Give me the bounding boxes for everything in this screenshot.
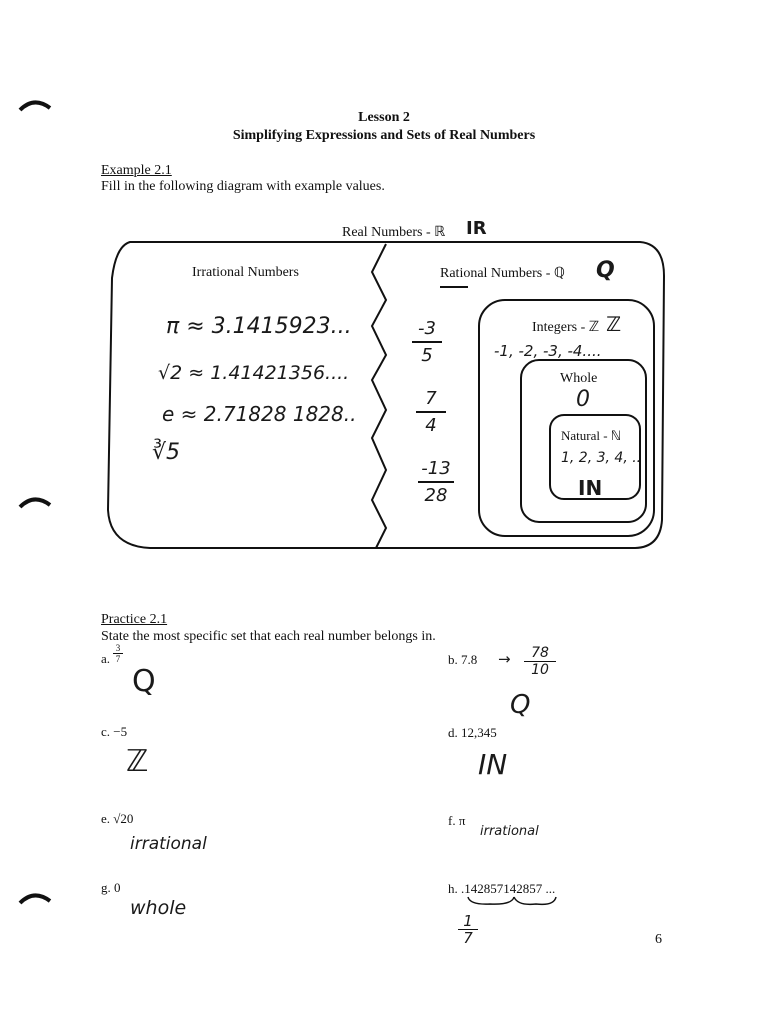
item-f-answer: irrational xyxy=(480,824,539,839)
natural-examples: 1, 2, 3, 4, .. xyxy=(561,450,642,466)
whole-handwritten: 0 xyxy=(576,387,590,412)
fraction-denominator: 7 xyxy=(463,929,473,947)
irrational-example-cuberoot5: ∛5 xyxy=(152,440,181,465)
irrational-rational-divider xyxy=(372,244,386,548)
fraction-numerator: -3 xyxy=(418,318,436,339)
integers-examples: -1, -2, -3, -4.... xyxy=(494,342,602,360)
item-b-label: b. 7.8 xyxy=(448,652,478,667)
irrational-example-pi: π ≈ 3.1415923... xyxy=(166,314,352,339)
fraction-denominator: 7 xyxy=(115,654,121,664)
real-numbers-label: Real Numbers - ℝ xyxy=(342,225,446,240)
item-f-label: f. π xyxy=(448,813,466,828)
item-g-label: g. 0 xyxy=(101,880,121,895)
practice-heading: Practice 2.1 xyxy=(101,612,168,627)
item-h-answer xyxy=(458,914,478,945)
integers-label: Integers - ℤ xyxy=(532,320,600,335)
lesson-subtitle: Simplifying Expressions and Sets of Real Numbers xyxy=(232,128,536,143)
real-numbers-handwritten: IR xyxy=(466,218,487,239)
repeating-brace-2 xyxy=(514,897,556,904)
irrational-label: Irrational Numbers xyxy=(192,265,299,280)
fraction-denominator: 5 xyxy=(421,345,433,366)
item-c-label: c. −5 xyxy=(101,724,128,739)
integers-handwritten: ℤ xyxy=(606,312,622,336)
item-c-answer: ℤ xyxy=(126,744,149,779)
hole-punch-mark xyxy=(20,895,50,903)
rational-fraction xyxy=(412,318,442,366)
fraction-numerator: 3 xyxy=(115,643,121,653)
item-a-fraction xyxy=(113,643,123,664)
fraction-denominator: 10 xyxy=(531,662,549,678)
fraction-bar xyxy=(418,481,454,483)
fraction-bar xyxy=(416,411,446,413)
hole-punch-mark xyxy=(20,499,50,507)
rational-label: Rational Numbers - ℚ xyxy=(440,266,565,281)
item-a-label: a. xyxy=(101,651,111,666)
item-b-arrow: → xyxy=(498,650,511,668)
lesson-title: Lesson 2 xyxy=(358,110,410,125)
fraction-numerator: -13 xyxy=(421,458,451,479)
item-g-answer: whole xyxy=(130,897,187,919)
item-e-answer: irrational xyxy=(130,834,207,854)
example-instruction: Fill in the following diagram with example values. xyxy=(101,179,385,194)
fraction-denominator: 4 xyxy=(425,415,437,436)
example-heading: Example 2.1 xyxy=(101,163,172,178)
item-h-label: h. .142857142857 ... xyxy=(448,881,556,896)
item-d-answer: IN xyxy=(478,748,508,781)
hole-punch-mark xyxy=(20,102,50,110)
item-a-answer: Q xyxy=(132,664,156,699)
item-d-label: d. 12,345 xyxy=(448,725,497,740)
practice-instruction: State the most specific set that each real number belongs in. xyxy=(101,629,436,644)
natural-label: Natural - ℕ xyxy=(561,428,622,443)
natural-handwritten: IN xyxy=(578,476,603,500)
rational-handwritten: Q xyxy=(596,258,615,283)
irrational-example-sqrt2: √2 ≈ 1.41421356.... xyxy=(158,362,350,384)
item-e-label: e. √20 xyxy=(101,811,134,826)
fraction-numerator: 1 xyxy=(463,912,473,930)
page-number: 6 xyxy=(655,932,662,947)
fraction-numerator: 7 xyxy=(425,388,437,409)
item-b-answer: Q xyxy=(510,690,531,720)
repeating-brace-1 xyxy=(468,897,514,904)
item-b-fraction xyxy=(524,646,556,677)
whole-label: Whole xyxy=(560,371,598,386)
fraction-bar xyxy=(412,341,442,343)
fraction-numerator: 78 xyxy=(531,645,549,661)
irrational-example-e: e ≈ 2.71828 1828.. xyxy=(162,402,357,426)
fraction-denominator: 28 xyxy=(424,485,448,506)
rational-fraction xyxy=(416,388,446,436)
rational-fraction xyxy=(418,458,454,506)
